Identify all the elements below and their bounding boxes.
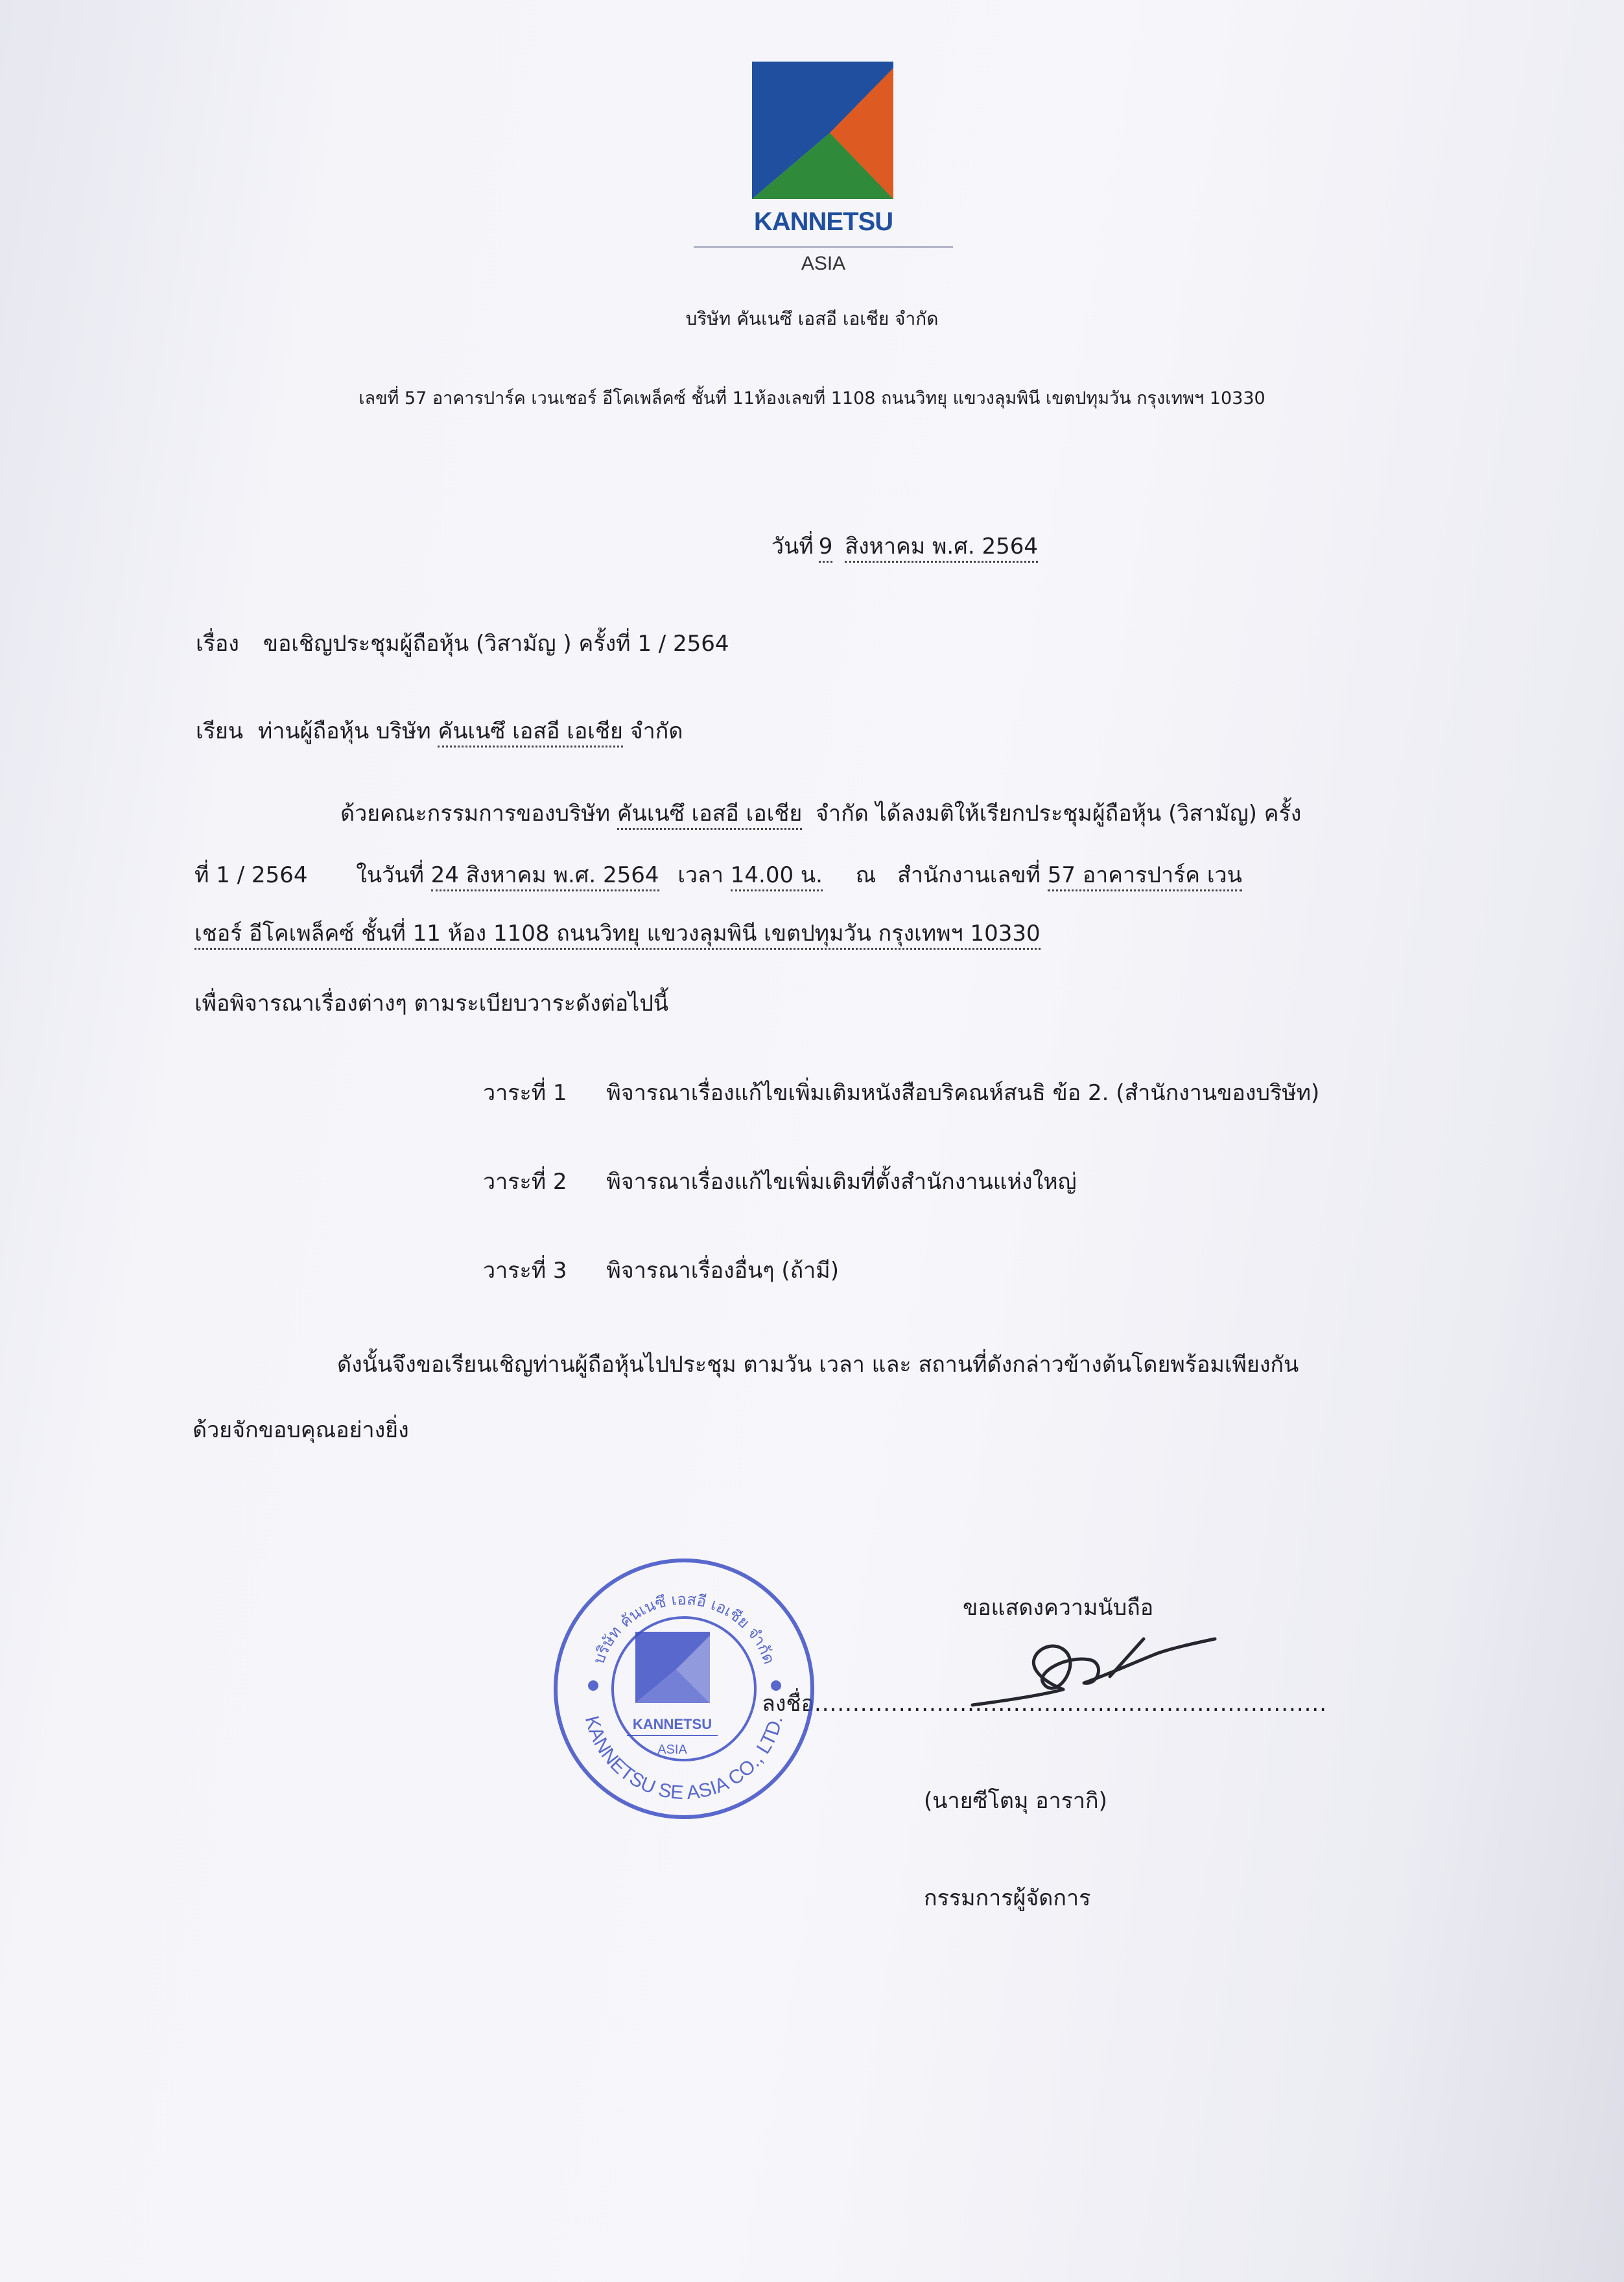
signer-name: (นายซีโตมุ อารากิ) [924, 1788, 1107, 1814]
company-stamp-icon [548, 1553, 820, 1825]
stamp-logo-text: KANNETSU [632, 1716, 712, 1732]
date-day: 9 [819, 534, 833, 563]
agenda-item [483, 1075, 1319, 1110]
subject-label: เรื่อง [196, 631, 239, 657]
closing-line-1 [337, 1347, 1299, 1382]
closing-text: ด้วยจักขอบคุณอย่างยิ่ง [193, 1417, 409, 1443]
intro-line-4 [194, 985, 668, 1020]
regards-text: ขอแสดงความนับถือ [963, 1595, 1154, 1621]
closing-line-2 [193, 1412, 409, 1447]
closing-text: ดังนั้นจึงขอเรียนเชิญท่านผู้ถือหุ้นไปประชุม ตามวัน เวลา และ สถานที่ดังกล่าวข้างต้นโดยพร้อมเพียงกัน [337, 1352, 1299, 1378]
intro-text: เวลา [677, 862, 724, 888]
intro-text: จำกัด ได้ลงมติให้เรียกประชุมผู้ถือหุ้น (วิสามัญ) ครั้ง [816, 801, 1302, 827]
agenda-item [483, 1253, 839, 1288]
intro-line-1 [340, 795, 1301, 830]
subject-text: ขอเชิญประชุมผู้ถือหุ้น (วิสามัญ ) ครั้งที่ 1 / 2564 [263, 631, 729, 657]
company-address: เลขที่ 57 อาคารปาร์ค เวนเชอร์ อีโคเพล็คซ์ ชั้นที่ 11ห้องเลขที่ 1108 ถนนวิทยุ แขวงลุมพินี เขตปทุมวัน กรุงเทพฯ 10330 [359, 388, 1265, 408]
kannetsu-logo-icon [752, 62, 893, 199]
meeting-place-cont: เชอร์ อีโคเพล็คซ์ ชั้นที่ 11 ห้อง 1108 ถนนวิทยุ แขวงลุมพินี เขตปทุมวัน กรุงเทพฯ 10330 [194, 921, 1041, 950]
recipient-company: คันเนซึ เอสอี เอเชีย [438, 718, 622, 747]
intro-line-3 [194, 915, 1041, 950]
sign-dots: ................................................................... [814, 1691, 1328, 1717]
recipient-prefix: ท่านผู้ถือหุ้น บริษัท [257, 718, 431, 744]
agenda-label: วาระที่ 2 [483, 1169, 567, 1195]
letter-date [771, 528, 1038, 563]
meeting-place: 57 อาคารปาร์ค เวน [1048, 862, 1242, 891]
intro-text: ที่ 1 / 2564 [194, 862, 308, 888]
recipient-suffix: จำกัด [630, 718, 683, 744]
recipient-line [196, 713, 683, 748]
intro-text: เพื่อพิจารณาเรื่องต่างๆ ตามระเบียบวาระดังต่อไปนี้ [194, 991, 669, 1017]
intro-line-2 [194, 857, 1242, 892]
intro-text: ในวันที่ [356, 862, 424, 888]
agenda-text: พิจารณาเรื่องอื่นๆ (ถ้ามี) [606, 1258, 839, 1284]
meeting-date: 24 สิงหาคม พ.ศ. 2564 [431, 862, 659, 891]
signer-title: กรรมการผู้จัดการ [924, 1885, 1091, 1911]
logo-brand-text: KANNETSU [753, 207, 893, 236]
agenda-text: พิจารณาเรื่องแก้ไขเพิ่มเติมหนังสือบริคณห์สนธิ ข้อ 2. (สำนักงานของบริษัท) [606, 1080, 1320, 1106]
stamp-bottom-text: KANNETSU SE ASIA CO., LTD. [580, 1713, 787, 1804]
company-name: บริษัท คันเนซึ เอสอี เอเชีย จำกัด [685, 308, 939, 329]
agenda-label: วาระที่ 3 [483, 1258, 567, 1284]
logo-divider [694, 246, 953, 248]
stamp-logo-subtext: ASIA [657, 1743, 687, 1757]
intro-text: ณ [855, 862, 877, 888]
agenda-text: พิจารณาเรื่องแก้ไขเพิ่มเติมที่ตั้งสำนักงานแห่งใหญ่ [606, 1169, 1077, 1195]
recipient-label: เรียน [196, 718, 244, 744]
subject-line [196, 626, 729, 661]
agenda-label: วาระที่ 1 [483, 1080, 567, 1106]
date-label: วันที่ [771, 534, 814, 559]
meeting-time: 14.00 น. [731, 862, 823, 891]
intro-text: ด้วยคณะกรรมการของบริษัท [340, 801, 611, 827]
intro-company: คันเนซึ เอสอี เอเชีย [617, 801, 802, 830]
sign-label: ลงชื่อ [762, 1691, 814, 1717]
date-month-year: สิงหาคม พ.ศ. 2564 [845, 534, 1038, 563]
intro-text: สำนักงานเลขที่ [897, 862, 1041, 888]
handwritten-signature-icon [966, 1627, 1225, 1718]
agenda-item [483, 1164, 1077, 1199]
stamp-top-text: บริษัท คันเนซึ เอสอี เอเชีย จำกัด [589, 1590, 779, 1667]
logo-subtext: ASIA [801, 253, 846, 274]
